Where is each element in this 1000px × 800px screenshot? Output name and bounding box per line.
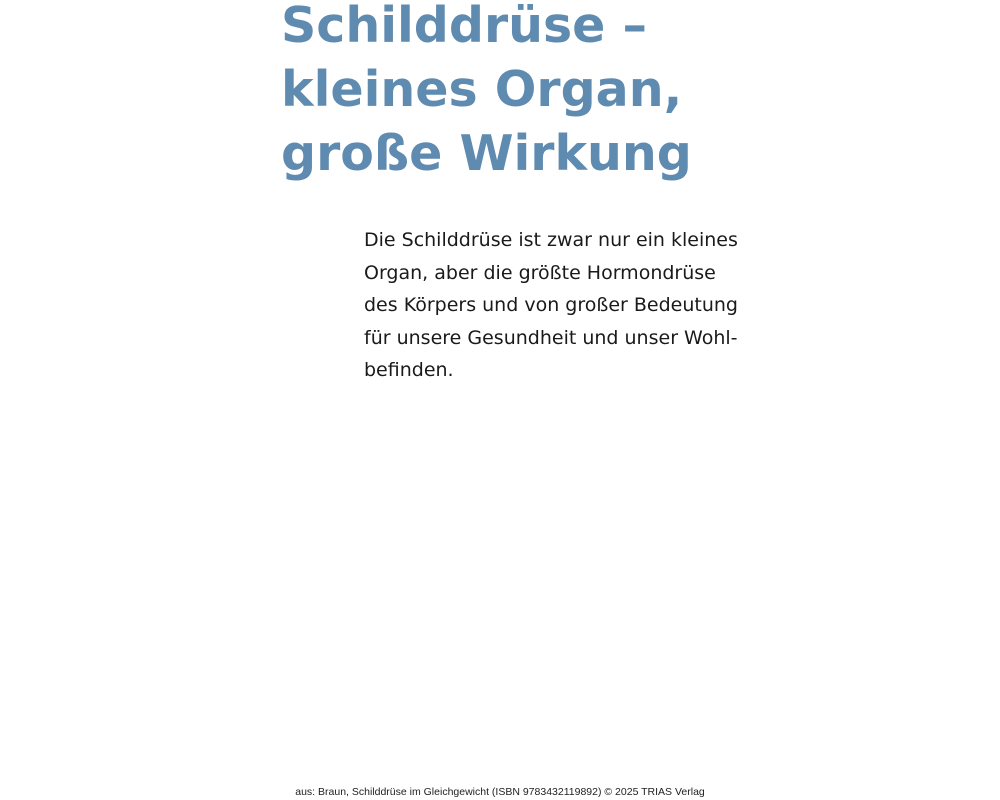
chapter-intro-paragraph <box>364 224 764 387</box>
chapter-title-line: Schilddrüse – <box>281 0 647 54</box>
chapter-title-line: große Wirkung <box>281 125 692 182</box>
intro-line: Organ, aber die größte Hormondrüse <box>364 261 716 284</box>
source-credit: aus: Braun, Schilddrüse im Gleichgewicht (ISBN 9783432119892) © 2025 TRIAS Verlag <box>295 786 705 798</box>
intro-line: befinden. <box>364 359 454 381</box>
intro-line: Die Schilddrüse ist zwar nur ein kleines <box>364 229 738 251</box>
chapter-title <box>281 0 761 186</box>
chapter-title-line: kleines Organ, <box>281 61 683 118</box>
intro-line: des Körpers und von großer Bedeutung <box>364 294 738 316</box>
intro-line: für unsere Gesundheit und unser Wohl- <box>364 326 738 349</box>
